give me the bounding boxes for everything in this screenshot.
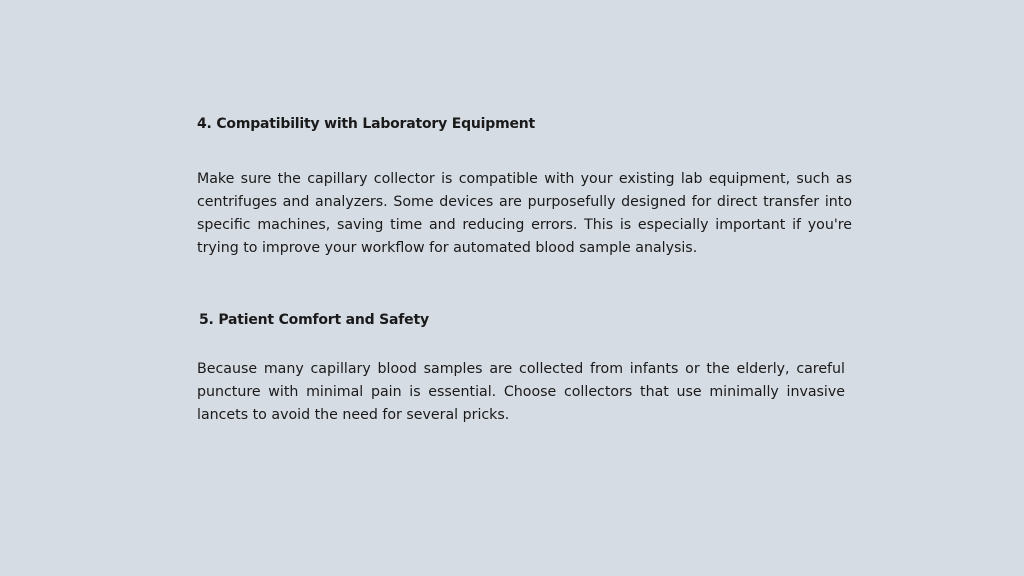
section-4-paragraph: Make sure the capillary collector is compatible with your existing lab equipment, such as centrifuges and analyzers. Some devices are purposefully designed for direct transfer into specific machines, saving time and reducing errors. This is especially important if you're trying to improve your workflow for automated blood sample analysis.	[197, 171, 852, 256]
section-4-heading: 4. Compatibility with Laboratory Equipment	[197, 116, 536, 132]
section-5-paragraph: Because many capillary blood samples are collected from infants or the elderly, careful puncture with minimal pain is essential. Choose collectors that use minimally invasive lancets to avoid the need for several pricks.	[197, 361, 845, 423]
section-5-heading: 5. Patient Comfort and Safety	[199, 312, 429, 328]
